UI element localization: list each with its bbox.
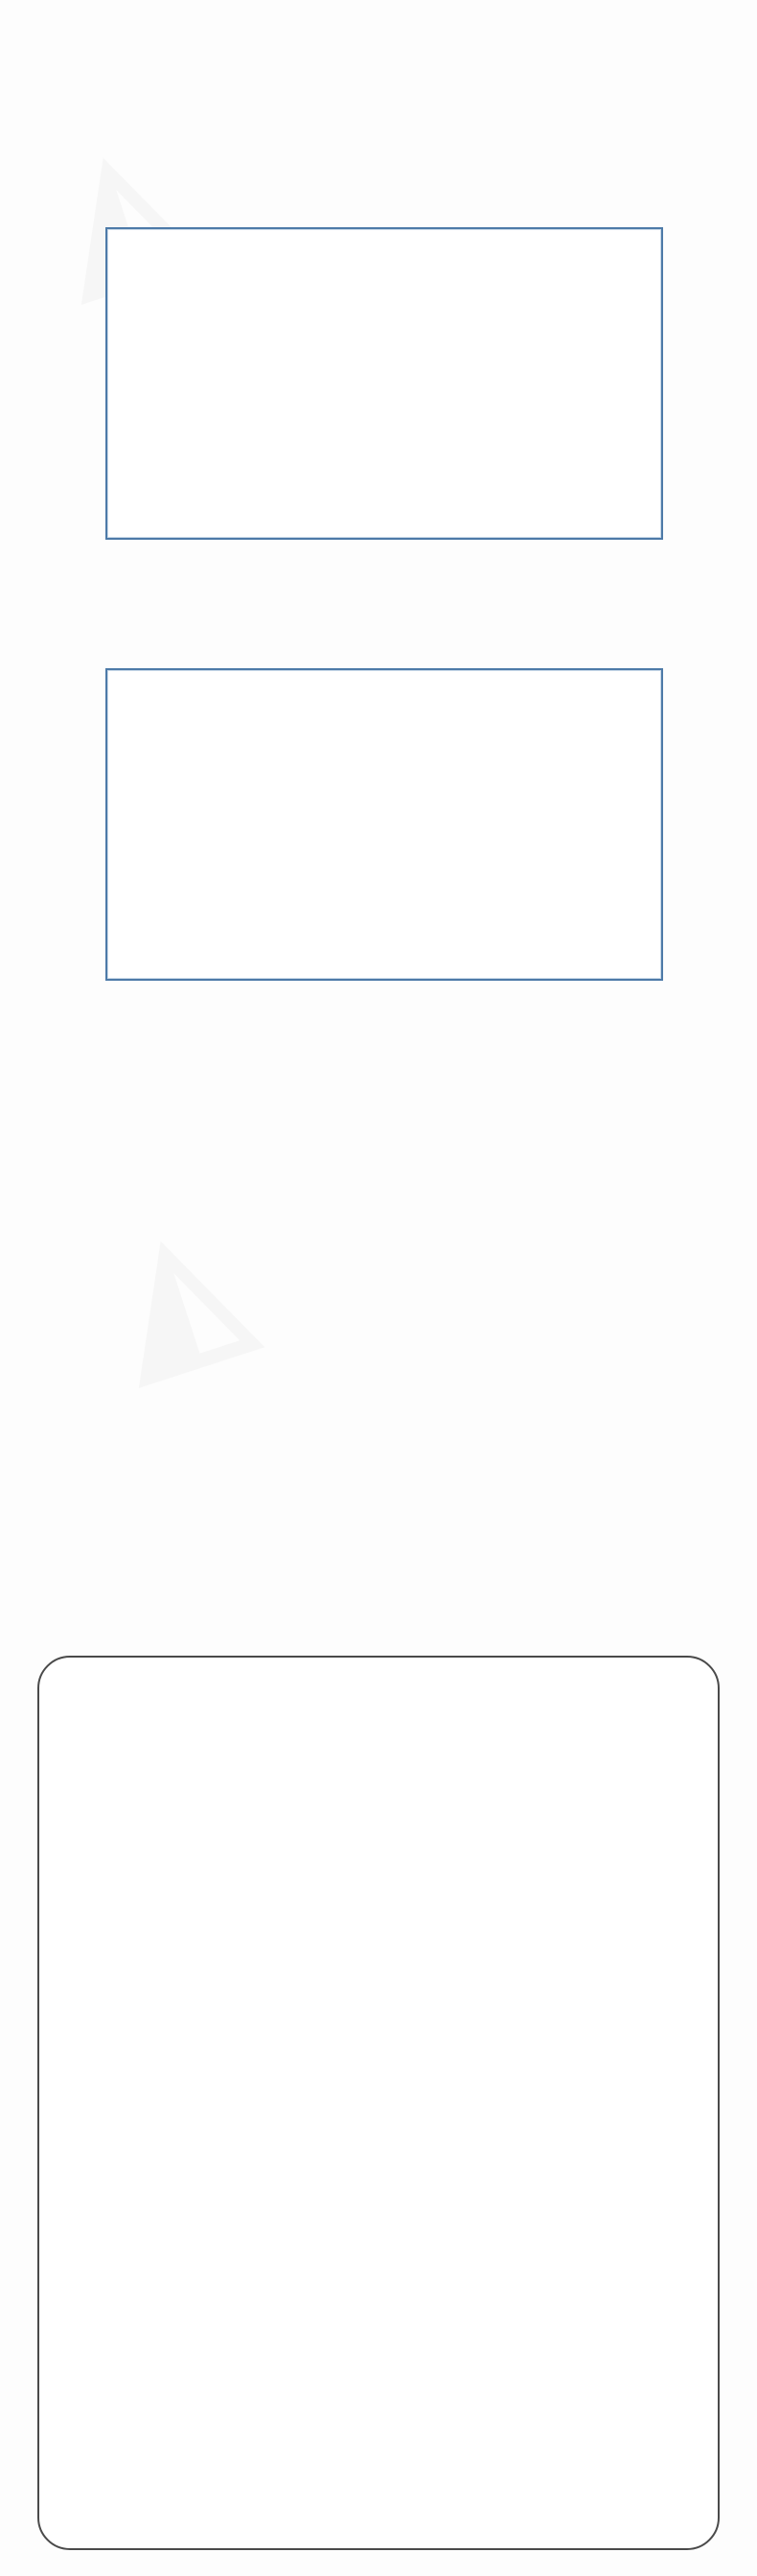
performance-curves-panel bbox=[37, 1656, 720, 2550]
pump-section-drawing-2 bbox=[107, 670, 657, 975]
pump-section-drawing-1 bbox=[107, 229, 657, 534]
title-underline bbox=[332, 1624, 425, 1628]
title-underline bbox=[332, 97, 425, 101]
figure-section-drawing-1 bbox=[105, 227, 663, 540]
performance-curves bbox=[39, 1658, 714, 2544]
watermark: ◭ bbox=[89, 1187, 265, 1400]
figure-section-drawing-2 bbox=[105, 668, 663, 981]
watermark: ◭ bbox=[32, 104, 208, 316]
